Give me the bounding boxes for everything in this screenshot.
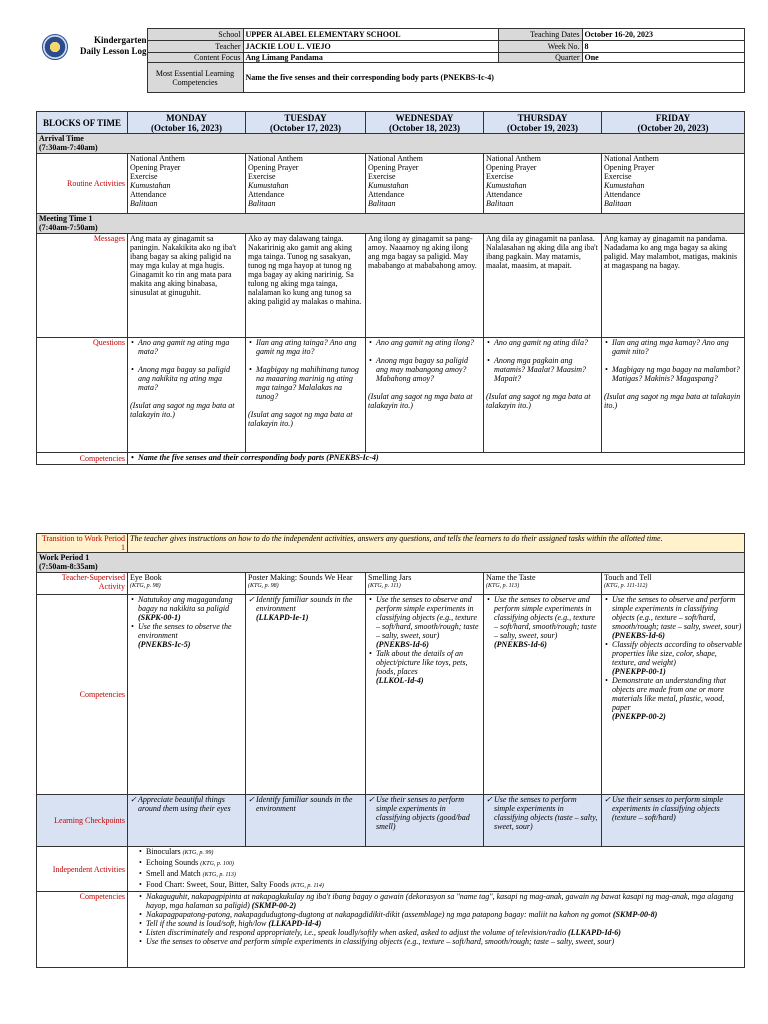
work-period-row: Work Period 1 (7:50am-8:35am) — [37, 553, 745, 573]
blocks-of-time-header: BLOCKS OF TIME — [37, 112, 128, 134]
competency-wednesday: • Use the senses to observe and perform simple experiments in classifying objects (e.g., texture – soft/hard, smooth/rough; taste – salty, sweet, sour) (PNEKBS-Id-6) • Talk about the details of an object/picture like toys, pets, foods, places (LLKOL-Id-4) — [366, 595, 484, 795]
dates-label: Teaching Dates — [498, 29, 582, 41]
competencies-label-3: Competencies — [37, 892, 128, 968]
schedule-table-1 — [36, 111, 745, 465]
meeting-time-row: Meeting Time 1 (7:40am-7:50am) — [37, 214, 745, 234]
routine-thursday: National Anthem Opening Prayer Exercise Kumustahan Attendance Balitaan — [484, 154, 602, 214]
independent-activities — [128, 847, 745, 892]
quarter-value: One — [582, 53, 744, 63]
day-header-monday: MONDAY (October 16, 2023) — [128, 112, 246, 134]
activity-friday: Touch and Tell (KTG, p. 111-112) — [602, 573, 745, 595]
teacher-label: Teacher — [147, 41, 243, 53]
day-header-tuesday: TUESDAY (October 17, 2023) — [246, 112, 366, 134]
checkpoint-tuesday: ✓ Identify familiar sounds in the environment — [246, 795, 366, 847]
schedule-table-2 — [36, 533, 745, 968]
tsa-label: Teacher-Supervised Activity — [37, 573, 128, 595]
mel-value: Name the five senses and their corresponding body parts (PNEKBS-Ic-4) — [243, 63, 744, 93]
questions-tuesday: • Ilan ang ating tainga? Ano ang gamit ng mga ito? • Magbigay ng mahihinang tunog na maaaring marinig ng ating mga tainga? Malalakas na tunog? (Isulat ang sagot ng mga bata at talakayin ito.) — [246, 338, 366, 453]
competency-friday: • Use the senses to observe and perform simple experiments in classifying objects (e.g., texture – soft/hard, smooth/rough; taste – salty, sweet, sour) (PNEKBS-Id-6) • Classify objects according to observable properties like size, color, shape, texture, and weight) (PNEKPP-00-1) • Demonstrate an understanding that objects are made from one or more materials like metal, plastic, wood, paper (PNEKPP-00-2) — [602, 595, 745, 795]
deped-seal-icon — [42, 34, 68, 60]
independent-item: • Binoculars (KTG, p. 99) — [146, 847, 742, 858]
routine-label: Routine Activities — [37, 154, 128, 214]
org-line1: Kindergarten — [94, 34, 147, 45]
questions-monday: • Ano ang gamit ng ating mga mata? • Anong mga bagay sa paligid ang nakikita ng ating mga mata? (Isulat ang sagot ng mga bata at talakayin ito.) — [128, 338, 246, 453]
messages-label: Messages — [37, 234, 128, 338]
questions-friday: • Ilan ang ating mga kamay? Ano ang gamit nito? • Magbigay ng mga bagay na malambot? Matigas? Makinis? Magaspang? (Isulat ang sagot ng mga bata at talakayin ito.) — [602, 338, 745, 453]
message-wednesday: Ang ilong ay ginagamit sa pang-amoy. Naaamoy ng aking ilong ang mga bagay sa paligid. May mababango at mababahong amoy. — [366, 234, 484, 338]
header-logo-cell — [36, 29, 147, 63]
message-friday: Ang kamay ay ginagamit na pandama. Nadadama ko ang mga bagay sa aking paligid. May malambot, matigas, makinis at magaspang na bagay. — [602, 234, 745, 338]
activity-wednesday: Smelling Jars (KTG, p. 111) — [366, 573, 484, 595]
competency-thursday: • Use the senses to observe and perform simple experiments in classifying objects (e.g., texture – soft/hard, smooth/rough; taste – salty, sweet, sour) (PNEKBS-Id-6) — [484, 595, 602, 795]
independent-item: • Echoing Sounds (KTG, p. 100) — [146, 858, 742, 869]
dates-value: October 16-20, 2023 — [582, 29, 744, 41]
questions-wednesday: • Ano ang gamit ng ating ilong? • Anong mga bagay sa paligid ang may mabangong amoy? Mabahong amoy? (Isulat ang sagot ng mga bata at talakayin ito.) — [366, 338, 484, 453]
arrival-time-row: Arrival Time (7:30am-7:40am) — [37, 134, 745, 154]
school-label: School — [147, 29, 243, 41]
day-header-wednesday: WEDNESDAY (October 18, 2023) — [366, 112, 484, 134]
week-label: Week No. — [498, 41, 582, 53]
checkpoints-label: Learning Checkpoints — [37, 795, 128, 847]
message-tuesday: Ako ay may dalawang tainga. Nakaririnig ako gamit ang aking mga tainga. Tunog ng sasakyan, tunog ng mga hayop at tunog ng mga bagay ay aking naririnig. Sa tulong ng aking mga tainga, nalalaman ko kung ang tunog sa aking paligid ay malakas o mahina. — [246, 234, 366, 338]
checkpoint-friday: ✓ Use their senses to perform simple experiments in classifying objects (texture – soft/hard) — [602, 795, 745, 847]
competency-item: • Use the senses to observe and perform simple experiments in classifying objects (e.g., texture – soft/hard, smooth/rough; taste – salty, sweet, sour) — [146, 937, 742, 946]
checkpoint-monday: ✓ Appreciate beautiful things around them using their eyes — [128, 795, 246, 847]
message-monday: Ang mata ay ginagamit sa paningin. Nakakikita ako ng iba't ibang bagay sa aking paligid na may mga kulay at mga hugis. Ginagamit ko rin ang mata para makita ang aking binabasa, sinusulat at ginuguhit. — [128, 234, 246, 338]
activity-monday: Eye Book (KTG, p. 98) — [128, 573, 246, 595]
org-line2: Daily Lesson Log — [79, 45, 147, 56]
day-header-friday: FRIDAY (October 20, 2023) — [602, 112, 745, 134]
competency-item: • Tell if the sound is loud/soft, high/low (LLKAPD-Id-4) — [146, 919, 742, 928]
focus-value: Ang Limang Pandama — [243, 53, 498, 63]
activity-tuesday: Poster Making: Sounds We Hear (KTG, p. 98) — [246, 573, 366, 595]
routine-tuesday: National Anthem Opening Prayer Exercise Kumustahan Attendance Balitaan — [246, 154, 366, 214]
competency-item: • Listen discriminately and respond appropriately, i.e., speak loudly/softly when asked, asked to adjust the volume of television/radio (LLKAPD-Id-6) — [146, 928, 742, 937]
competency-tuesday: ✓ Identify familiar sounds in the environment (LLKAPD-Ie-1) — [246, 595, 366, 795]
header-table — [36, 28, 745, 93]
week-value: 8 — [582, 41, 744, 53]
independent-competencies — [128, 892, 745, 968]
independent-item: • Food Chart: Sweet, Sour, Bitter, Salty Foods (KTG, p. 114) — [146, 880, 742, 891]
transition-text: The teacher gives instructions on how to do the independent activities, answers any questions, and tells the learners to do their assigned tasks within the allotted time. — [128, 534, 745, 553]
teacher-value: JACKIE LOU L. VIEJO — [243, 41, 498, 53]
checkpoint-thursday: ✓ Use the senses to perform simple experiments in classifying objects (taste – salty, sweet, sour) — [484, 795, 602, 847]
checkpoint-wednesday: ✓ Use their senses to perform simple experiments in classifying objects (good/bad smell) — [366, 795, 484, 847]
competency-item: • Nakaguguhit, nakapagpipinta at nakapagkukulay ng iba't ibang bagay o gawain (dekorasyon sa "name tag", kasapi ng mag-anak, gawain ng bawat kasapi ng mag-anak, mga alagang hayop, mga halaman sa paligid) (SKMP-00-2) — [146, 892, 742, 910]
school-value: UPPER ALABEL ELEMENTARY SCHOOL — [243, 29, 498, 41]
mel-label: Most Essential Learning Competencies — [147, 63, 243, 93]
routine-wednesday: National Anthem Opening Prayer Exercise Kumustahan Attendance Balitaan — [366, 154, 484, 214]
day-header-thursday: THURSDAY (October 19, 2023) — [484, 112, 602, 134]
routine-friday: National Anthem Opening Prayer Exercise Kumustahan Attendance Balitaan — [602, 154, 745, 214]
questions-label: Questions — [37, 338, 128, 453]
competency-week: • Name the five senses and their corresponding body parts (PNEKBS-Ic-4) — [128, 453, 745, 465]
competencies-label-1: Competencies — [37, 453, 128, 465]
competency-item: • Nakapagpapatong-patong, nakapagdudugtong-dugtong at nakapagdidikit-dikit (assemblage) ng mga patapong bagay: maliit na kahon ng gomot (SKMP-00-8) — [146, 910, 742, 919]
focus-label: Content Focus — [147, 53, 243, 63]
message-thursday: Ang dila ay ginagamit na panlasa. Nalalasahan ng aking dila ang iba't ibang pagkain. May matamis, maalat, maasim, at mapait. — [484, 234, 602, 338]
quarter-label: Quarter — [498, 53, 582, 63]
independent-label: Independent Activities — [37, 847, 128, 892]
routine-monday: National Anthem Opening Prayer Exercise Kumustahan Attendance Balitaan — [128, 154, 246, 214]
activity-thursday: Name the Taste (KTG, p. 113) — [484, 573, 602, 595]
questions-thursday: • Ano ang gamit ng ating dila? • Anong mga pagkain ang matamis? Maalat? Maasim? Mapait? (Isulat ang sagot ng mga bata at talakayin ito.) — [484, 338, 602, 453]
transition-label: Transition to Work Period 1 — [37, 534, 128, 553]
competencies-label-2: Competencies — [37, 595, 128, 795]
independent-item: • Smell and Match (KTG, p. 113) — [146, 869, 742, 880]
competency-monday: • Natutukoy ang magagandang bagay na nakikita sa paligid (SKPK-00-1) • Use the senses to observe the environment (PNEKBS-Ic-5) — [128, 595, 246, 795]
